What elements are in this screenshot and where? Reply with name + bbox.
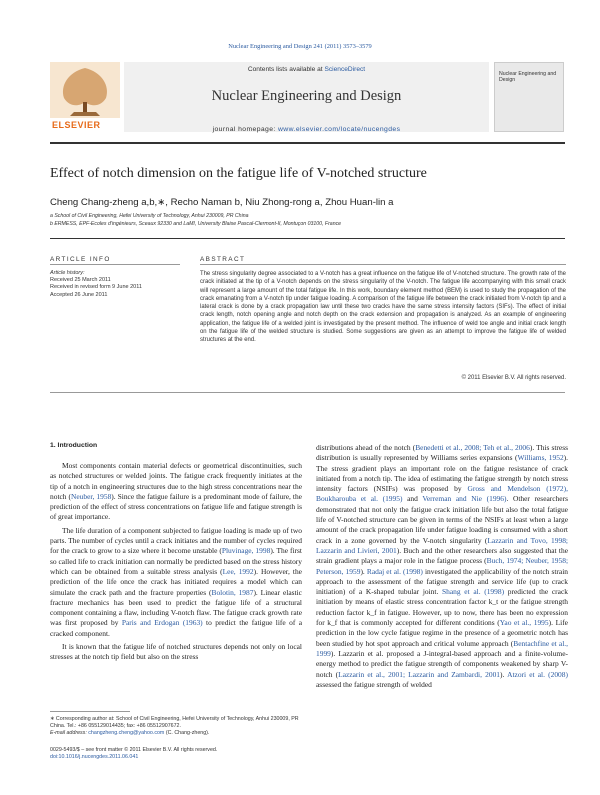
footnote-rule [50, 711, 130, 712]
text-run: and [402, 494, 423, 504]
text-run: distributions ahead of the notch ( [316, 443, 416, 452]
affiliation-b: b ERMESS, EPF-Ecoles d'ingénieurs, Sceaux 92330 and LaMI, University Blaise Pascal-Clermont-II, Montuçon 03100, France [50, 221, 342, 227]
citation-link[interactable]: Atzori et al. (2008) [507, 669, 568, 679]
intro-paragraph-1 [50, 461, 302, 523]
contents-banner [124, 62, 489, 132]
text-run: ). Lazzarin et al. proposed a J-integral-based approach and a finite-volume-energy method to predict the fatigue strength of components weakened by sharp V-notch ( [316, 648, 568, 679]
article-title: Effect of notch dimension on the fatigue life of V-notched structure [50, 166, 427, 181]
citation-link[interactable]: Lee, 1992 [222, 566, 254, 576]
abstract-text: The stress singularity degree associated to a V-notch has a great influence on the fatigue life of V-notched structure. The growth rate of the crack initiated at the tip of a V-notch depends on the stress singularity of the V-notch. The fatigue life accompanying with this small crack will represent a large amount of the total fatigue life. In this work, boundary element method (BEM) is used to study the propagation of the crack emanating from a V-notch tip under fatigue loading. A comparison of the fatigue life between the crack initiated from V-notch tip and a lateral crack is done by a crack propagation law until these two cracks have the same stress intensity factors (SIFs). The effect of initial crack length, notch opening angle and notch depth on the crack extension and propagation is analyzed. As an example of engineering application, the fatigue life of a welded joint is investigated by the present method. The influence of weld toe angle and initial crack length on the fatigue life of the welded structure is studied. Some suggestions are given as an attempt to improve the fatigue life of welded structures at the end. [200, 271, 566, 343]
text-run: investigated the applicability of the notch strain approach to the assessment of the fatigue strength and service life (up to crack initiation) of a K-shaped tubular joint. [316, 566, 568, 597]
citation-link[interactable]: Gross and Mendelson (1972), Boukharouba et al. (1995) [316, 484, 568, 504]
affiliation-a: a School of Civil Engineering, Hefei University of Technology, Anhui 230009, PR China [50, 213, 249, 219]
citation-link[interactable]: Shang et al. (1998) [442, 587, 505, 597]
journal-cover-thumbnail [494, 62, 564, 132]
homepage-prefix: journal homepage: [212, 126, 278, 133]
citation-link[interactable]: Paris and Erdogan (1963) [121, 618, 203, 628]
citation-link[interactable]: Williams, 1952 [517, 453, 564, 463]
body-column-left [50, 461, 302, 666]
citation-link[interactable]: Buch, 1974; Neuber, 1958; Peterson, 1959 [316, 556, 569, 576]
publisher-name: ELSEVIER [52, 120, 101, 130]
journal-homepage-line [124, 126, 489, 133]
text-run: ). Buch and the other researchers also suggested that the strain gradient plays a major role in the fatigue process ( [316, 545, 568, 566]
masthead-divider [50, 142, 565, 144]
citation-link[interactable]: Yao et al., 1995 [499, 618, 549, 628]
email-link[interactable]: changzheng.cheng@yahoo.com [88, 729, 165, 736]
email-line [50, 730, 300, 737]
intro-paragraph-2 [50, 526, 302, 639]
cover-title: Nuclear Engineering and Design [499, 71, 557, 83]
citation-link[interactable]: Radaj et al. (1998) [366, 566, 423, 576]
text-run: It is known that the fatigue life of notched structures depends not only on local stresses at the notch tip field but also on the stress [50, 642, 302, 662]
email-label: E-mail address: [50, 729, 89, 736]
text-run: ). Life prediction in the low cycle fatigue regime in the presence of a geometric notch has been studied by hot spot approach and critical volume approach ( [316, 618, 568, 648]
corresponding-author-text: ∗ Corresponding author at: School of Civil Engineering, Hefei University of Technology, Anhui 230009, PR China. Tel.: +86 055129014435; fax: +86 05512907672. [50, 716, 299, 729]
journal-reference[interactable]: Nuclear Engineering and Design 241 (2011) 3573–3579 [228, 43, 372, 50]
contents-prefix: Contents lists available at [247, 66, 325, 73]
citation-link[interactable]: Verreman and Nie (1996) [422, 494, 507, 504]
citation-link[interactable]: Neuber, 1958 [70, 491, 112, 501]
citation-link[interactable]: Bolotin, 1987 [211, 587, 254, 597]
text-run: . Other researchers demonstrated that not only the fatigue crack initiation life but also the total fatigue life of V-notched structure can be given in terms of the NSIFs at least when a large amount of the crack propagation life under fatigue loading is consumed with a short crack in a zone governed by the V-notch singularity ( [316, 494, 568, 545]
contents-line [124, 66, 489, 73]
citation-link[interactable]: Lazzarin et al., 2001; Lazzarin and Zambardi, 2001 [338, 669, 501, 679]
abstract-rule [200, 264, 566, 265]
text-run: ). The first so called life to crack initiation can normally be predicted based on the stress history which can be obtained from a suitable stress analysis ( [50, 546, 302, 576]
text-run: ). [500, 669, 508, 679]
homepage-link[interactable]: www.elsevier.com/locate/nucengdes [278, 126, 401, 133]
author-list: Cheng Chang-zheng a,b,∗, Recho Naman b, Niu Zhong-rong a, Zhou Huan-lin a [50, 197, 394, 208]
abstract-heading: ABSTRACT [200, 256, 246, 263]
citation-link[interactable]: Pluvinage, 1998 [221, 546, 271, 556]
abstract-copyright: © 2011 Elsevier B.V. All rights reserved. [461, 375, 566, 381]
text-run: to predict the fatigue life of a cracked component. [50, 618, 302, 638]
text-run: assessed the fatigue strength of welded [316, 679, 432, 689]
issn-doi-block [50, 747, 300, 761]
header-divider [50, 238, 565, 239]
text-run: The life duration of a component subjected to fatigue loading is made up of two parts. The number of cycles until a crack initiates and the number of cycles required for the crack to grow to a size where it become unstable ( [50, 525, 302, 556]
citation-link[interactable]: Benedetti et al., 2008; Teh et al., 2006 [415, 443, 530, 452]
article-info-rule [50, 264, 180, 265]
article-info-heading: ARTICLE INFO [50, 256, 111, 263]
revised-date: Received in revised form 9 June 2011 [50, 284, 142, 291]
text-run: ). The stress gradient plays an important role on the fatigue resistance of crack initiated from a notch tip. The idea of estimating the fatigue strength by notch stress intensity factors (NSIFs) was proposed by [316, 453, 569, 494]
history-heading: Article history: [50, 270, 85, 276]
journal-title: Nuclear Engineering and Design [211, 88, 402, 104]
citation-link[interactable]: Lazzarin and Tovo, 1998; Lazzarin and Livieri, 2001 [316, 535, 569, 555]
doi-link[interactable]: doi:10.1016/j.nucengdes.2011.06.041 [50, 753, 139, 760]
sciencedirect-link[interactable]: ScienceDirect [324, 66, 366, 73]
text-run: ). [360, 566, 367, 576]
article-history [50, 270, 142, 299]
text-run: ). Since the fatigue failure is a predominant mode of failure, the prediction of the effect of stress concentrations on fatigue life and fatigue strength is of great importance. [50, 491, 302, 522]
introduction-heading: 1. Introduction [50, 442, 98, 449]
accepted-date: Accepted 26 June 2011 [50, 291, 108, 298]
abstract-divider [50, 392, 565, 393]
text-run: ). However, the prediction of the life once the crack has initiated requires a model which can simulate the crack path and the fracture properties ( [50, 566, 302, 597]
intro-paragraph-3 [50, 642, 302, 663]
email-suffix: (C. Chang-zheng). [164, 729, 210, 736]
received-date: Received 25 March 2011 [50, 277, 111, 284]
intro-paragraph-continued [316, 443, 568, 690]
body-column-right [316, 443, 568, 693]
citation-link[interactable]: Bentachfine et al., 1999 [316, 638, 568, 658]
text-run: ). This stress distribution is usually represented by Williams series expansions ( [316, 443, 568, 463]
issn-line: 0029-5493/$ – see front matter © 2011 Elsevier B.V. All rights reserved. [50, 747, 218, 753]
text-run: predicted the crack initiation by means of elastic stress concentration factor k_t or the fatigue strength reduction factor k_f in fatigue. However, up to now, there has been no expression for k_f that is commonly accepted for different conditions ( [316, 587, 568, 628]
text-run: Most components contain material defects or geometrical discontinuities, such as notched structures or welded joints. The fatigue crack frequently initiates at the tip of a notch in engineering structures due to the high stress concentrations near the notch ( [50, 461, 302, 501]
corresponding-author-footnote [50, 716, 300, 736]
text-run: ). Linear elastic fracture mechanics has been used to predict the fatigue life of a structural component containing a flaw, including V-notch flaw. The fatigue crack growth rate was first proposed by [50, 587, 302, 628]
